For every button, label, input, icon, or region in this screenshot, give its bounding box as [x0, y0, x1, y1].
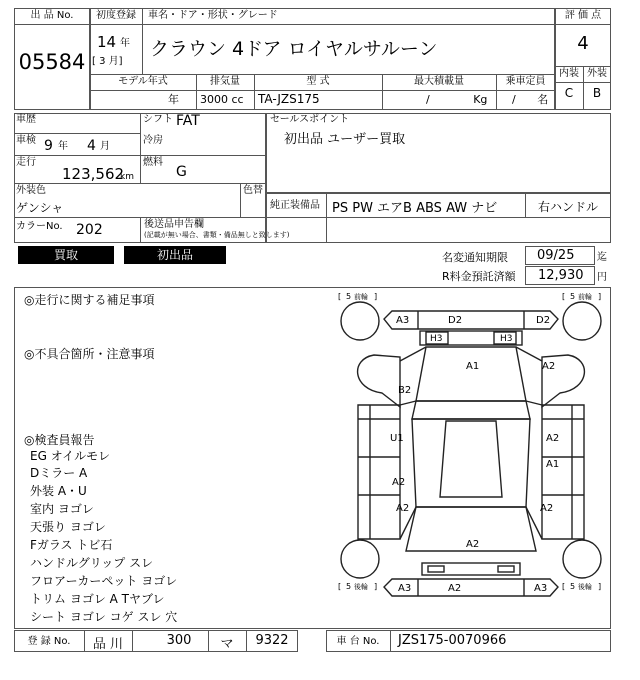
- color-no-value: 202: [76, 222, 103, 238]
- capacity-label: 乗車定員: [505, 76, 546, 87]
- svg-text:前輪: 前輪: [354, 293, 368, 301]
- right-side-outline: [542, 405, 584, 539]
- model-year-unit: 年: [168, 93, 179, 106]
- mark-right-front-fender: A2: [542, 361, 556, 372]
- shift-value: FAT: [176, 113, 200, 129]
- tire-tag-rear-right: [562, 582, 601, 591]
- hood-outline: [416, 347, 526, 401]
- lot-label: 出 品 No.: [30, 10, 74, 21]
- mark-left-front-door: U1: [390, 433, 404, 444]
- model-code-label: 型 式: [306, 76, 330, 87]
- shaken-month-unit: 月: [100, 141, 110, 152]
- roof-outline: [412, 419, 530, 507]
- recycle-label: R料金預託済額: [442, 270, 516, 283]
- front-bumper-outline: [384, 311, 558, 329]
- exterior-grade: B: [592, 86, 602, 100]
- mark-right-front-door: A2: [546, 433, 560, 444]
- mileage-label: 走行: [16, 157, 36, 168]
- sales-point-text: 初出品 ユーザー買取: [284, 132, 406, 147]
- model-label: 車名・ドア・形状・グレード: [148, 10, 278, 21]
- recycle-unit: 円: [597, 272, 607, 283]
- mark-right-rear-door: A1: [546, 459, 560, 470]
- roof-panel-outline: [440, 421, 502, 497]
- fuel-label: 燃料: [143, 157, 163, 168]
- report-item: Fガラス トビ石: [30, 538, 113, 552]
- capacity-value: / 名: [512, 93, 549, 106]
- report-item: 外装 A・U: [30, 484, 87, 498]
- mark-rear-right-bumper: A3: [534, 583, 548, 594]
- svg-text:5: 5: [346, 292, 352, 301]
- reg-year: 14: [97, 33, 117, 51]
- mark-left-front-fender: B2: [398, 385, 412, 396]
- name-change-label: 名変通知期限: [442, 251, 508, 264]
- svg-text:]: ]: [598, 292, 602, 301]
- reg-year-unit: 年: [120, 38, 130, 49]
- aftermarket-label: 後送品申告欄: [144, 219, 204, 230]
- color-label: 外装色: [16, 185, 46, 196]
- left-front-fender-outline: [358, 355, 400, 407]
- purchase-badge: 買取: [18, 246, 114, 264]
- tire-tag-front-left: [338, 292, 377, 301]
- license-plate-outline: [422, 563, 520, 575]
- ac-label: 冷房: [143, 135, 163, 146]
- equipment-label: 純正装備品: [270, 200, 320, 211]
- first-reg-label: 初度登録: [96, 10, 136, 21]
- report-item: Dミラー A: [30, 466, 88, 480]
- mark-rear-bumper: A2: [448, 583, 462, 594]
- registration-area: 品 川: [92, 637, 124, 652]
- shift-label: シフト: [143, 114, 173, 125]
- svg-text:[: [: [562, 292, 566, 301]
- name-change-unit: 迄: [597, 252, 607, 263]
- first-listing-badge: 初出品: [124, 246, 226, 264]
- fuel-value: G: [176, 164, 187, 180]
- name-change-value: 09/25: [537, 248, 575, 263]
- svg-text:[: [: [338, 582, 342, 591]
- repaint-label: 色替: [243, 185, 263, 196]
- mileage-value: 123,562: [62, 165, 125, 183]
- interior-grade: C: [564, 86, 574, 100]
- recycle-value: 12,930: [538, 268, 584, 283]
- reg-month: [ 3 月]: [92, 56, 123, 67]
- equipment-value: PS PW エアB ABS AW ナビ: [332, 201, 498, 216]
- model-year-label: モデル年式: [118, 76, 168, 87]
- svg-text:]: ]: [374, 292, 378, 301]
- mark-headlight-left: H3: [430, 334, 443, 344]
- mark-left-rear-quarter: A2: [396, 503, 410, 514]
- color-no-label: カラーNo.: [16, 221, 63, 232]
- mark-left-rear-door: A2: [392, 477, 406, 488]
- max-load-label: 最大積載量: [414, 76, 464, 87]
- exterior-label: 外装: [587, 68, 607, 79]
- tire-tag-rear-left: [338, 582, 377, 591]
- shaken-year: 9: [44, 138, 53, 154]
- svg-text:前輪: 前輪: [578, 293, 592, 301]
- driving-remarks-label: ◎走行に関する補足事項: [24, 293, 155, 307]
- wheel-rear-right: [563, 540, 601, 578]
- max-load-value: / Kg: [426, 93, 488, 106]
- grade-label: 評 価 点: [564, 10, 602, 21]
- windshield-outline: [412, 401, 530, 419]
- registration-label: 登 録 No.: [27, 636, 71, 647]
- grade-value: 4: [577, 33, 589, 54]
- mark-front-right-bumper: D2: [536, 315, 551, 326]
- inspector-report-label: ◎検査員報告: [24, 433, 95, 447]
- car-name: クラウン 4ドア ロイヤルサルーン: [150, 38, 438, 60]
- report-item: EG オイルモレ: [30, 449, 111, 463]
- left-side-outline: [358, 405, 400, 539]
- svg-text:[: [: [338, 292, 342, 301]
- svg-text:5: 5: [346, 582, 352, 591]
- report-item: シート ヨゴレ コゲ スレ 穴: [30, 610, 178, 624]
- aftermarket-note: (記載が無い場合、書類・備品無しと致します): [144, 231, 290, 239]
- registration-class: 300: [166, 633, 192, 648]
- mark-hood: A1: [466, 361, 480, 372]
- shaken-year-unit: 年: [58, 141, 68, 152]
- report-item: 室内 ヨゴレ: [30, 502, 94, 516]
- wheel-rear-left: [341, 540, 379, 578]
- shaken-label: 車検: [16, 135, 36, 146]
- interior-label: 内装: [559, 68, 579, 79]
- mark-front-left-bumper: A3: [396, 315, 410, 326]
- mark-right-rear-quarter: A2: [540, 503, 554, 514]
- displacement-label: 排気量: [210, 76, 240, 87]
- handle-value: 右ハンドル: [537, 200, 598, 214]
- wheel-front-right: [563, 302, 601, 340]
- svg-text:5: 5: [570, 582, 576, 591]
- svg-text:5: 5: [570, 292, 576, 301]
- chassis-number: JZS175-0070966: [398, 633, 507, 648]
- tire-tag-front-right: [562, 292, 601, 301]
- report-item: 天張り ヨゴレ: [30, 520, 106, 534]
- svg-text:[: [: [562, 582, 566, 591]
- wheel-front-left: [341, 302, 379, 340]
- mark-headlight-right: H3: [500, 334, 513, 344]
- svg-text:後輪: 後輪: [578, 583, 592, 591]
- svg-text:後輪: 後輪: [354, 583, 368, 591]
- mark-rear-left-bumper: A3: [398, 583, 412, 594]
- displacement-value: 3000 cc: [200, 93, 244, 106]
- report-item: トリム ヨゴレ A Tヤブレ: [30, 592, 165, 606]
- color-value: ゲンシャ: [16, 201, 64, 215]
- mileage-unit: km: [120, 172, 134, 182]
- chassis-label: 車 台 No.: [336, 636, 380, 647]
- history-label: 車歴: [16, 114, 36, 125]
- model-code-value: TA-JZS175: [258, 92, 320, 106]
- report-item: ハンドルグリップ スレ: [30, 556, 154, 570]
- mark-front-bumper: D2: [448, 315, 463, 326]
- shaken-month: 4: [87, 138, 96, 154]
- registration-kana: マ: [220, 637, 234, 652]
- mark-trunk: A2: [466, 539, 480, 550]
- defects-label: ◎不具合箇所・注意事項: [24, 347, 155, 361]
- sales-point-label: セールスポイント: [270, 114, 350, 125]
- report-item: フロアーカーペット ヨゴレ: [30, 574, 178, 588]
- car-damage-diagram: [330, 289, 610, 627]
- svg-text:]: ]: [374, 582, 378, 591]
- registration-number: 9322: [255, 633, 289, 648]
- lot-number: 05584: [18, 50, 86, 74]
- svg-text:]: ]: [598, 582, 602, 591]
